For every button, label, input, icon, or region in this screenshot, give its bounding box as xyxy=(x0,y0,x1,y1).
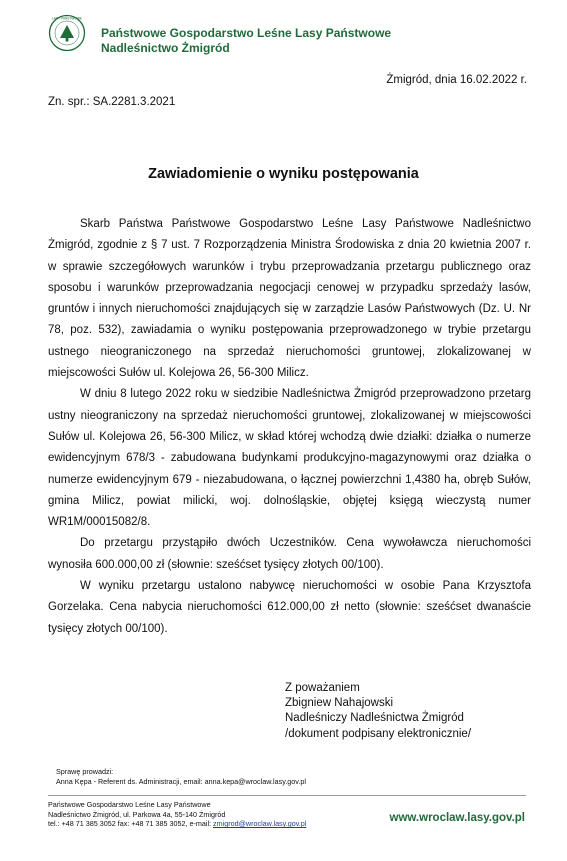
forest-district-name: Nadleśnictwo Żmigród xyxy=(101,41,230,55)
paragraph-tender-details: W dniu 8 lutego 2022 roku w siedzibie Nadleśnictwa Żmigród przeprowadzono przetarg ustny nieograniczony na sprzedaż nieruchomości gruntowej, zlokalizowanej w miejscowości Sułów ul. Kolejowa 26, 56-300 Milicz, w skład której wchodzą dwie działki: działka o numerze ewidencyjnym 678/3 - zabudowana budynkami produkcyjno-magazynowymi oraz działka o numerze ewidencyjnym 679 - niezabudowana, o łącznej powierzchni 1,4380 ha, obręb Sułów, gmina Milicz, powiat milicki, woj. dolnośląskie, objętej księgą wieczystą numer WR1M/00015082/8. xyxy=(48,388,531,529)
paragraph-participants: Do przetargu przystąpiło dwóch Uczestników. Cena wywoławcza nieruchomości wynosiła 600.000,00 zł (słownie: sześćset tysięcy złotych 00/100). xyxy=(48,537,531,571)
signatory-name: Zbigniew Nahajowski xyxy=(285,697,394,710)
organization-header xyxy=(101,26,391,56)
footer-organization: Państwowe Gospodarstwo Leśne Lasy Państwowe xyxy=(48,800,211,809)
electronic-signature-note: /dokument podpisany elektronicznie/ xyxy=(285,727,472,740)
organization-name: Państwowe Gospodarstwo Leśne Lasy Państwowe xyxy=(101,26,392,40)
case-handler-label: Sprawę prowadzi: xyxy=(56,767,114,776)
signature-greeting: Z poważaniem xyxy=(285,682,360,694)
case-handler-info xyxy=(56,767,306,787)
paragraph-notice: Skarb Państwa Państwowe Gospodarstwo Leśne Lasy Państwowe Nadleśnictwo Żmigród, zgodnie z § 7 ust. 7 Rozporządzenia Ministra Środowiska z dnia 20 kwietnia 2007 r. w sprawie szczegółowych warunków i trybu przeprowadzania przetargu publicznego oraz sposobu i warunków przeprowadzania negocjacji cenowej w przypadku sprzedaży lasów, gruntów i innych nieruchomości znajdujących się w zarządzie Lasów Państwowych (Dz. U. Nr 78, poz. 532), zawiadamia o wyniku postępowania przeprowadzonego w trybie przetargu ustnego nieograniczonego na sprzedaż nieruchomości gruntowej, zlokalizowanej w miejscowości Sułów ul. Kolejowa 26, 56-300 Milicz. xyxy=(48,218,531,380)
signature-block xyxy=(285,681,471,742)
footer-email-link[interactable]: zmigrod@wroclaw.lasy.gov.pl xyxy=(213,819,307,828)
case-reference: Zn. spr.: SA.2281.3.2021 xyxy=(48,96,176,108)
footer-address-line: Nadleśnictwo Żmigród, ul. Parkowa 4a, 55-140 Żmigród xyxy=(48,809,226,819)
website-link[interactable]: www.wroclaw.lasy.gov.pl xyxy=(389,812,525,824)
paragraph-result: W wyniku przetargu ustalono nabywcę nieruchomości w osobie Pana Krzysztofa Gorzelaka. Cena nabycia nieruchomości 612.000,00 zł netto (słownie: sześćset dwanaście tysięcy złotych 00/100). xyxy=(48,580,531,635)
logo-lettering: LASY PAŃSTWOWE xyxy=(52,16,82,21)
place-and-date: Żmigród, dnia 16.02.2022 r. xyxy=(386,74,527,86)
footer-address xyxy=(48,800,306,829)
lasy-panstwowe-logo xyxy=(48,14,86,52)
document-title: Zawiadomienie o wyniku postępowania xyxy=(148,166,419,182)
case-handler-details: Anna Kępa - Referent ds. Administracji, email: anna.kepa@wroclaw.lasy.gov.pl xyxy=(56,777,306,786)
document-body xyxy=(48,214,531,640)
footer-phone-fax: tel.: +48 71 385 3052 fax: +48 71 385 3052, e-mail: xyxy=(48,819,214,828)
signatory-position: Nadleśniczy Nadleśnictwa Żmigród xyxy=(285,712,464,725)
footer-contact-line xyxy=(48,819,306,829)
footer-divider xyxy=(48,795,526,796)
